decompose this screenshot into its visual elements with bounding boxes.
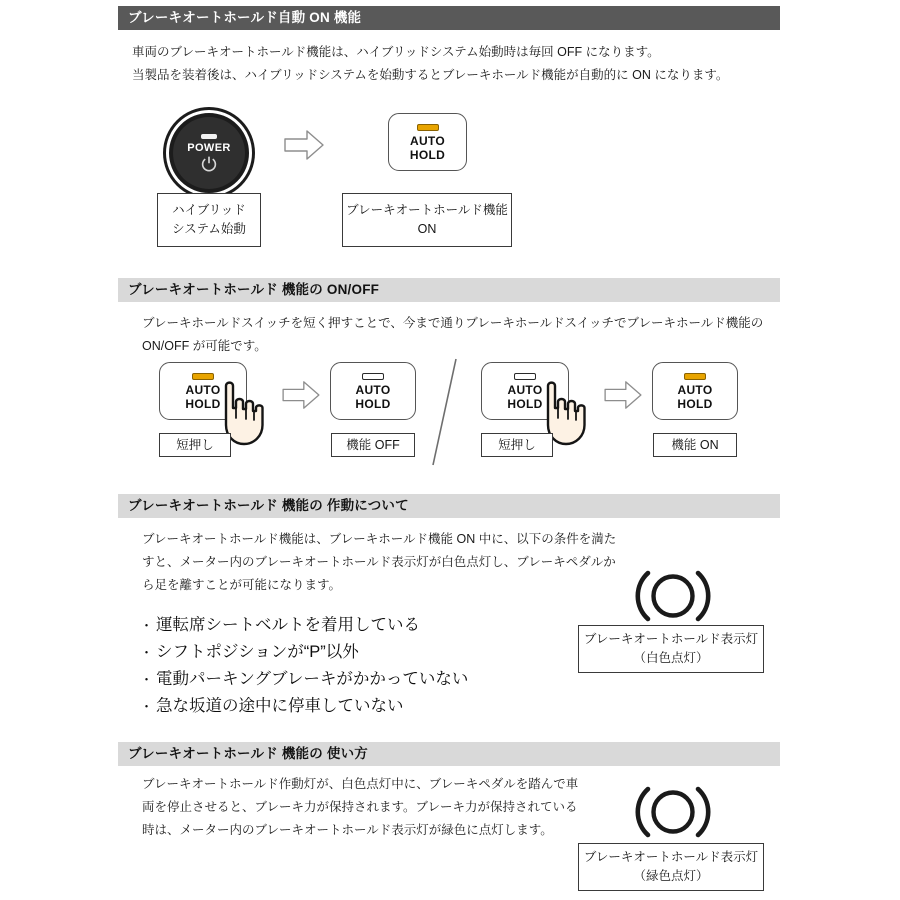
caption-brake-hold-on-line1: ブレーキオートホールド機能 bbox=[346, 203, 508, 217]
power-button-label: POWER bbox=[187, 141, 231, 154]
caption-hybrid-start-line1: ハイブリッド bbox=[172, 203, 246, 217]
bullet-marker: ・ bbox=[140, 618, 154, 633]
auto-hold-label-line2: HOLD bbox=[185, 397, 221, 411]
caption-indicator-white bbox=[578, 625, 764, 673]
caption-indicator-white-line2: （白色点灯） bbox=[633, 651, 709, 665]
list-item bbox=[140, 612, 468, 639]
auto-hold-label-line2: HOLD bbox=[507, 397, 543, 411]
section-header-operation: ブレーキオートホールド 機能の 作動について bbox=[118, 494, 780, 518]
condition-text: シフトポジションが“P”以外 bbox=[156, 643, 359, 661]
caption-brake-hold-on-line2: ON bbox=[417, 222, 437, 236]
power-button[interactable] bbox=[166, 110, 252, 196]
section-usage-line-3: 時は、メーター内のブレーキオートホールド表示灯が緑色に点灯します。 bbox=[142, 823, 553, 837]
power-button-face bbox=[173, 117, 245, 189]
caption-short-press-2 bbox=[481, 433, 553, 457]
condition-text: 運転席シートベルトを着用している bbox=[156, 616, 420, 634]
auto-hold-label-line1: AUTO bbox=[355, 383, 391, 397]
caption-indicator-white-line1: ブレーキオートホールド表示灯 bbox=[583, 632, 759, 646]
auto-hold-button-on[interactable] bbox=[388, 113, 467, 171]
condition-text: 急な坂道の途中に停車していない bbox=[156, 697, 404, 715]
section-usage-line-1: ブレーキオートホールド作動灯が、白色点灯中に、ブレーキペダルを踏んで車 bbox=[142, 777, 579, 791]
section-operation-line-3: ら足を離すことが可能になります。 bbox=[142, 578, 342, 592]
power-led-icon bbox=[201, 134, 217, 139]
section-usage-line-2: 両を停止させると、ブレーキ力が保持されます。ブレーキ力が保持されている bbox=[142, 800, 578, 814]
auto-hold-label-line2: HOLD bbox=[355, 397, 391, 411]
section-header-on-off: ブレーキオートホールド 機能の ON/OFF bbox=[118, 278, 780, 302]
arrow-right-icon bbox=[281, 379, 321, 411]
caption-brake-hold-on bbox=[342, 193, 512, 247]
power-symbol-icon bbox=[200, 155, 218, 173]
auto-hold-led-icon bbox=[684, 373, 706, 380]
section-header-usage: ブレーキオートホールド 機能の 使い方 bbox=[118, 742, 780, 766]
list-item bbox=[140, 693, 468, 720]
section-on-off-line-2: ON/OFF が可能です。 bbox=[142, 339, 267, 353]
section-on-off-line-1: ブレーキホールドスイッチを短く押すことで、今まで通りブレーキホールドスイッチでブレーキホールド機能の bbox=[142, 316, 764, 330]
caption-indicator-green-line1: ブレーキオートホールド表示灯 bbox=[583, 850, 759, 864]
auto-hold-button-off-result[interactable] bbox=[330, 362, 416, 420]
condition-text: 電動パーキングブレーキがかかっていない bbox=[156, 670, 469, 688]
caption-function-on-text: 機能 ON bbox=[671, 437, 719, 452]
caption-short-press-1-text: 短押し bbox=[176, 437, 214, 452]
section-header-auto-on: ブレーキオートホールド自動 ON 機能 bbox=[118, 6, 780, 30]
auto-hold-label-line1: AUTO bbox=[185, 383, 221, 397]
bullet-marker: ・ bbox=[140, 699, 154, 714]
bullet-marker: ・ bbox=[140, 672, 154, 687]
auto-hold-label-line1: AUTO bbox=[410, 134, 445, 148]
bullet-marker: ・ bbox=[140, 645, 154, 660]
list-item bbox=[140, 666, 468, 693]
brake-hold-indicator-icon bbox=[628, 783, 718, 841]
arrow-right-icon bbox=[283, 128, 325, 162]
section-operation-line-2: すと、メーター内のブレーキオートホールド表示灯が白色点灯し、ブレーキペダルか bbox=[142, 555, 616, 569]
caption-indicator-green bbox=[578, 843, 764, 891]
caption-hybrid-start bbox=[157, 193, 261, 247]
conditions-list bbox=[140, 612, 468, 720]
auto-hold-label-line2: HOLD bbox=[677, 397, 713, 411]
arrow-right-icon bbox=[603, 379, 643, 411]
caption-function-off-text: 機能 OFF bbox=[346, 437, 400, 452]
section-auto-on-line-2: 当製品を装着後は、ハイブリッドシステムを始動するとブレーキホールド機能が自動的に ON になります。 bbox=[132, 68, 729, 82]
brake-hold-indicator-icon bbox=[628, 567, 718, 625]
list-item bbox=[140, 639, 468, 666]
auto-hold-label-line2: HOLD bbox=[409, 148, 446, 162]
caption-short-press-1 bbox=[159, 433, 231, 457]
caption-short-press-2-text: 短押し bbox=[498, 437, 536, 452]
auto-hold-led-icon bbox=[362, 373, 384, 380]
auto-hold-label-line1: AUTO bbox=[507, 383, 543, 397]
caption-indicator-green-line2: （緑色点灯） bbox=[633, 869, 709, 883]
caption-function-on bbox=[653, 433, 737, 457]
caption-hybrid-start-line2: システム始動 bbox=[172, 222, 246, 236]
auto-hold-label-line1: AUTO bbox=[677, 383, 713, 397]
auto-hold-led-icon bbox=[417, 124, 439, 131]
slash-divider-icon bbox=[425, 356, 465, 468]
auto-hold-button-on-result[interactable] bbox=[652, 362, 738, 420]
caption-function-off bbox=[331, 433, 415, 457]
section-auto-on-line-1: 車両のブレーキオートホールド機能は、ハイブリッドシステム始動時は毎回 OFF になります。 bbox=[132, 45, 660, 59]
section-operation-line-1: ブレーキオートホールド機能は、ブレーキホールド機能 ON 中に、以下の条件を満た bbox=[142, 532, 617, 546]
